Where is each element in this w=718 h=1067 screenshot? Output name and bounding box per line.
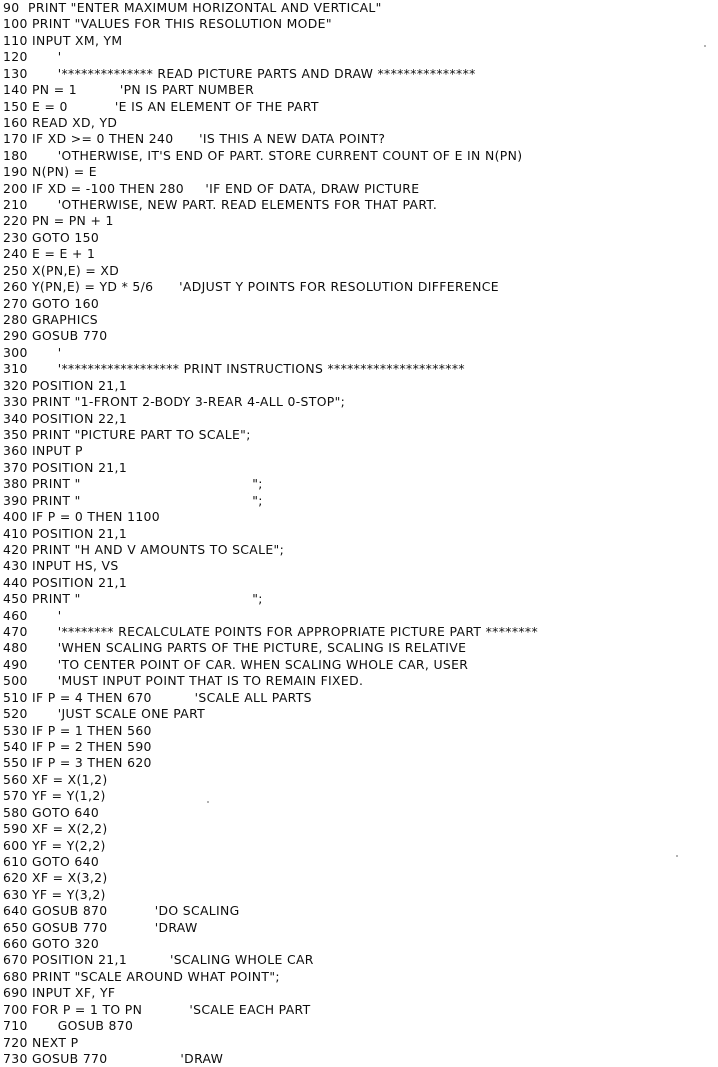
code-line: 480 'WHEN SCALING PARTS OF THE PICTURE, SCALING IS RELATIVE: [3, 640, 467, 656]
code-line: 660 GOTO 320: [3, 936, 100, 952]
code-line: 190 N(PN) = E: [3, 164, 97, 180]
code-line: 370 POSITION 21,1: [3, 459, 128, 475]
code-line: 310 '****************** PRINT INSTRUCTIONS *********************: [3, 361, 465, 377]
code-line: 670 POSITION 21,1 'SCALING WHOLE CAR: [3, 952, 314, 968]
code-line: 680 PRINT "SCALE AROUND WHAT POINT";: [3, 968, 280, 984]
code-line: 230 GOTO 150: [3, 229, 100, 245]
code-line: 280 GRAPHICS: [3, 312, 98, 328]
code-line: 580 GOTO 640: [3, 804, 100, 820]
code-line: 600 YF = Y(2,2): [3, 837, 106, 853]
code-line: 410 POSITION 21,1: [3, 525, 128, 541]
scan-speck: [207, 801, 209, 803]
scan-speck: [676, 855, 678, 857]
code-line: 100 PRINT "VALUES FOR THIS RESOLUTION MODE": [3, 16, 332, 32]
code-line: 90 PRINT "ENTER MAXIMUM HORIZONTAL AND VERTICAL": [3, 0, 382, 15]
code-line: 450 PRINT " ";: [3, 591, 263, 607]
code-line: 250 X(PN,E) = XD: [3, 262, 120, 278]
code-line: 330 PRINT "1-FRONT 2-BODY 3-REAR 4-ALL 0-STOP";: [3, 394, 346, 410]
code-line: 520 'JUST SCALE ONE PART: [3, 706, 206, 722]
code-line: 400 IF P = 0 THEN 1100: [3, 509, 161, 525]
code-line: 540 IF P = 2 THEN 590: [3, 738, 152, 754]
code-line: 320 POSITION 21,1: [3, 377, 128, 393]
code-line: 380 PRINT " ";: [3, 476, 263, 492]
code-line: 440 POSITION 21,1: [3, 574, 128, 590]
scan-speck: [704, 45, 706, 47]
code-line: 560 XF = X(1,2): [3, 771, 108, 787]
code-line: 690 INPUT XF, YF: [3, 985, 116, 1001]
code-line: 200 IF XD = -100 THEN 280 'IF END OF DATA, DRAW PICTURE: [3, 180, 420, 196]
code-line: 180 'OTHERWISE, IT'S END OF PART. STORE CURRENT COUNT OF E IN N(PN): [3, 147, 523, 163]
code-line: 160 READ XD, YD: [3, 114, 118, 130]
code-line: 460 ': [3, 607, 62, 623]
code-line: 300 ': [3, 344, 62, 360]
code-line: 700 FOR P = 1 TO PN 'SCALE EACH PART: [3, 1001, 311, 1017]
code-line: 530 IF P = 1 THEN 560: [3, 722, 152, 738]
code-line: 130 '************** READ PICTURE PARTS AND DRAW ***************: [3, 65, 476, 81]
code-line: 170 IF XD >= 0 THEN 240 'IS THIS A NEW DATA POINT?: [3, 131, 386, 147]
code-line: 590 XF = X(2,2): [3, 821, 108, 837]
basic-program-listing: [3, 0, 715, 1067]
code-line: 550 IF P = 3 THEN 620: [3, 755, 152, 771]
code-line: 470 '******** RECALCULATE POINTS FOR APPROPRIATE PICTURE PART ********: [3, 624, 538, 640]
code-line: 430 INPUT HS, VS: [3, 558, 119, 574]
code-line: 710 GOSUB 870: [3, 1018, 134, 1034]
code-line: 390 PRINT " ";: [3, 492, 263, 508]
code-line: 120 ': [3, 49, 62, 65]
code-line: 630 YF = Y(3,2): [3, 886, 106, 902]
code-line: 720 NEXT P: [3, 1034, 79, 1050]
code-line: 220 PN = PN + 1: [3, 213, 114, 229]
code-line: 490 'TO CENTER POINT OF CAR. WHEN SCALING WHOLE CAR, USER: [3, 656, 469, 672]
code-line: 420 PRINT "H AND V AMOUNTS TO SCALE";: [3, 541, 285, 557]
code-line: 240 E = E + 1: [3, 246, 96, 262]
code-line: 570 YF = Y(1,2): [3, 788, 106, 804]
code-line: 360 INPUT P: [3, 443, 83, 459]
code-line: 620 XF = X(3,2): [3, 870, 108, 886]
code-line: 500 'MUST INPUT POINT THAT IS TO REMAIN FIXED.: [3, 673, 364, 689]
code-line: 640 GOSUB 870 'DO SCALING: [3, 903, 240, 919]
code-line: 270 GOTO 160: [3, 295, 100, 311]
code-line: 210 'OTHERWISE, NEW PART. READ ELEMENTS FOR THAT PART.: [3, 197, 438, 213]
code-line: 650 GOSUB 770 'DRAW: [3, 919, 198, 935]
code-line: 730 GOSUB 770 'DRAW: [3, 1051, 224, 1066]
code-line: 610 GOTO 640: [3, 853, 100, 869]
code-line: 340 POSITION 22,1: [3, 410, 128, 426]
code-line: 260 Y(PN,E) = YD * 5/6 'ADJUST Y POINTS FOR RESOLUTION DIFFERENCE: [3, 279, 499, 295]
code-line: 150 E = 0 'E IS AN ELEMENT OF THE PART: [3, 98, 319, 114]
code-line: 110 INPUT XM, YM: [3, 32, 123, 48]
code-line: 140 PN = 1 'PN IS PART NUMBER: [3, 82, 255, 98]
code-line: 350 PRINT "PICTURE PART TO SCALE";: [3, 426, 251, 442]
code-line: 510 IF P = 4 THEN 670 'SCALE ALL PARTS: [3, 689, 312, 705]
code-line: 290 GOSUB 770: [3, 328, 108, 344]
